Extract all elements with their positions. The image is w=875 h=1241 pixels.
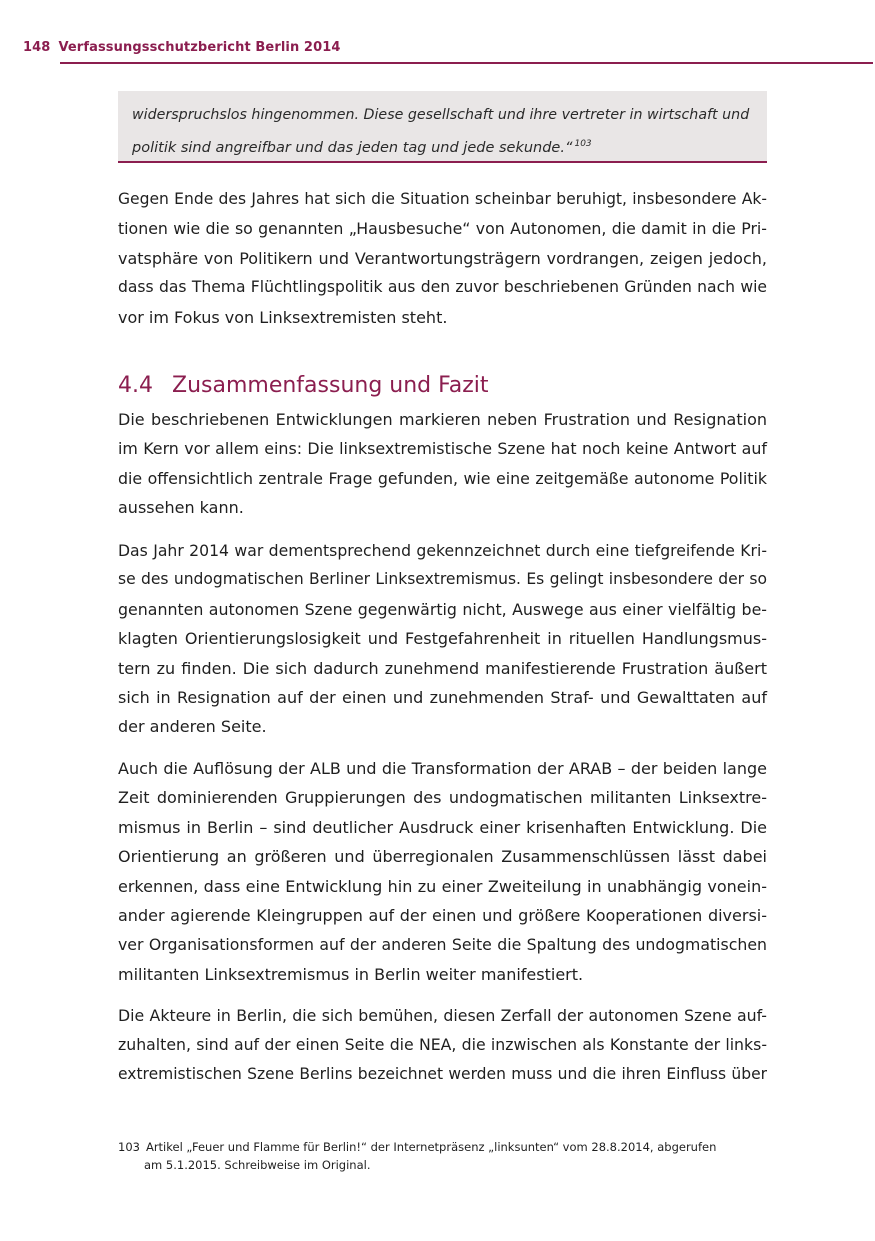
paragraph	[118, 1001, 767, 1089]
quote-line	[132, 130, 753, 163]
footnote-text: Artikel „Feuer und Flamme für Berlin!“ der Internetpräsenz „linksunten“ vom 28.8.2014, abgerufen	[145, 1140, 717, 1154]
section-title: Zusammenfassung und Fazit	[172, 373, 489, 398]
paragraph-line: klagten Orientierungslosigkeit und Festgefahrenheit in rituellen Handlungsmus-	[118, 629, 767, 649]
paragraph	[118, 405, 767, 523]
document-title: Verfassungsschutzbericht Berlin 2014	[58, 40, 341, 55]
paragraph-line: militanten Linksextremismus in Berlin weiter manifestiert.	[118, 964, 584, 984]
footnote-line	[118, 1138, 767, 1156]
paragraph-line: Orientierung an größeren und überregionalen Zusammenschlüssen lässt dabei	[118, 847, 767, 867]
paragraph-line: Gegen Ende des Jahres hat sich die Situation scheinbar beruhigt, insbesondere Ak-	[118, 190, 767, 208]
quote-line-text: politik sind angreifbar und das jeden tag und jede sekunde.“	[132, 140, 573, 156]
paragraph-line: dass das Thema Flüchtlingspolitik aus den zuvor beschriebenen Gründen nach wie	[118, 278, 767, 297]
paragraph-line: tern zu finden. Die sich dadurch zunehmend manifestierende Frustration äußert	[118, 658, 767, 678]
paragraph-line: vatsphäre von Politikern und Verantwortungsträgern vordrangen, zeigen jedoch,	[118, 248, 767, 268]
paragraph-line: Zeit dominierenden Gruppierungen des undogmatischen militanten Linksextre-	[118, 788, 767, 808]
footnote-line: am 5.1.2015. Schreibweise im Original.	[144, 1158, 371, 1172]
paragraph-line: Die beschriebenen Entwicklungen markieren neben Frustration und Resignation	[118, 410, 767, 429]
paragraph-line: sich in Resignation auf der einen und zunehmenden Straf- und Gewalttaten auf	[118, 687, 767, 707]
paragraph-line: extremistischen Szene Berlins bezeichnet werden muss und die ihren Einfluss über	[118, 1064, 767, 1083]
paragraph-line: ander agierende Kleingruppen auf der einen und größere Kooperationen diversi-	[118, 905, 767, 925]
footnote-number: 103	[118, 1140, 140, 1154]
paragraph	[118, 185, 767, 332]
paragraph-line: aussehen kann.	[118, 498, 244, 518]
paragraph-line: tionen wie die so genannten „Hausbesuche“ von Autonomen, die damit in die Pri-	[118, 219, 767, 239]
paragraph	[118, 754, 767, 989]
paragraph-line: erkennen, dass eine Entwicklung hin zu einer Zweiteilung in unabhängig vonein-	[118, 876, 767, 896]
paragraph-line: im Kern vor allem eins: Die linksextremistische Szene hat noch keine Antwort auf	[118, 439, 767, 459]
page-number: 148	[23, 40, 51, 55]
paragraph-line: die offensichtlich zentrale Frage gefunden, wie eine zeitgemäße autonome Politik	[118, 468, 767, 488]
paragraph-line: Die Akteure in Berlin, die sich bemühen, diesen Zerfall der autonomen Szene auf-	[118, 1006, 767, 1025]
paragraph-line: se des undogmatischen Berliner Linksextremismus. Es gelingt insbesondere der so	[118, 570, 767, 589]
footnote-reference: 103	[574, 139, 592, 149]
paragraph-line: vor im Fokus von Linksextremisten steht.	[118, 307, 448, 327]
paragraph-line: mismus in Berlin – sind deutlicher Ausdruck einer krisenhaften Entwicklung. Die	[118, 817, 767, 837]
paragraph	[118, 536, 767, 742]
section-number: 4.4	[118, 373, 153, 398]
running-head	[23, 40, 341, 55]
quote-box	[118, 91, 767, 163]
paragraph-line: genannten autonomen Szene gegenwärtig nicht, Auswege aus einer vielfältig be-	[118, 599, 767, 619]
paragraph-line: ver Organisationsformen auf der anderen Seite die Spaltung des undogmatischen	[118, 935, 767, 955]
paragraph-line: Das Jahr 2014 war dementsprechend gekennzeichnet durch eine tiefgreifende Kri-	[118, 541, 767, 560]
section-heading	[118, 373, 489, 398]
paragraph-line: zuhalten, sind auf der einen Seite die NEA, die inzwischen als Konstante der links-	[118, 1035, 767, 1055]
header-rule	[60, 62, 873, 64]
paragraph-line: der anderen Seite.	[118, 717, 267, 737]
quote-line: widerspruchslos hingenommen. Diese gesellschaft und ihre vertreter in wirtschaft und	[132, 107, 750, 123]
footnote	[118, 1138, 767, 1174]
paragraph-line: Auch die Auflösung der ALB und die Transformation der ARAB – der beiden lange	[118, 759, 767, 778]
